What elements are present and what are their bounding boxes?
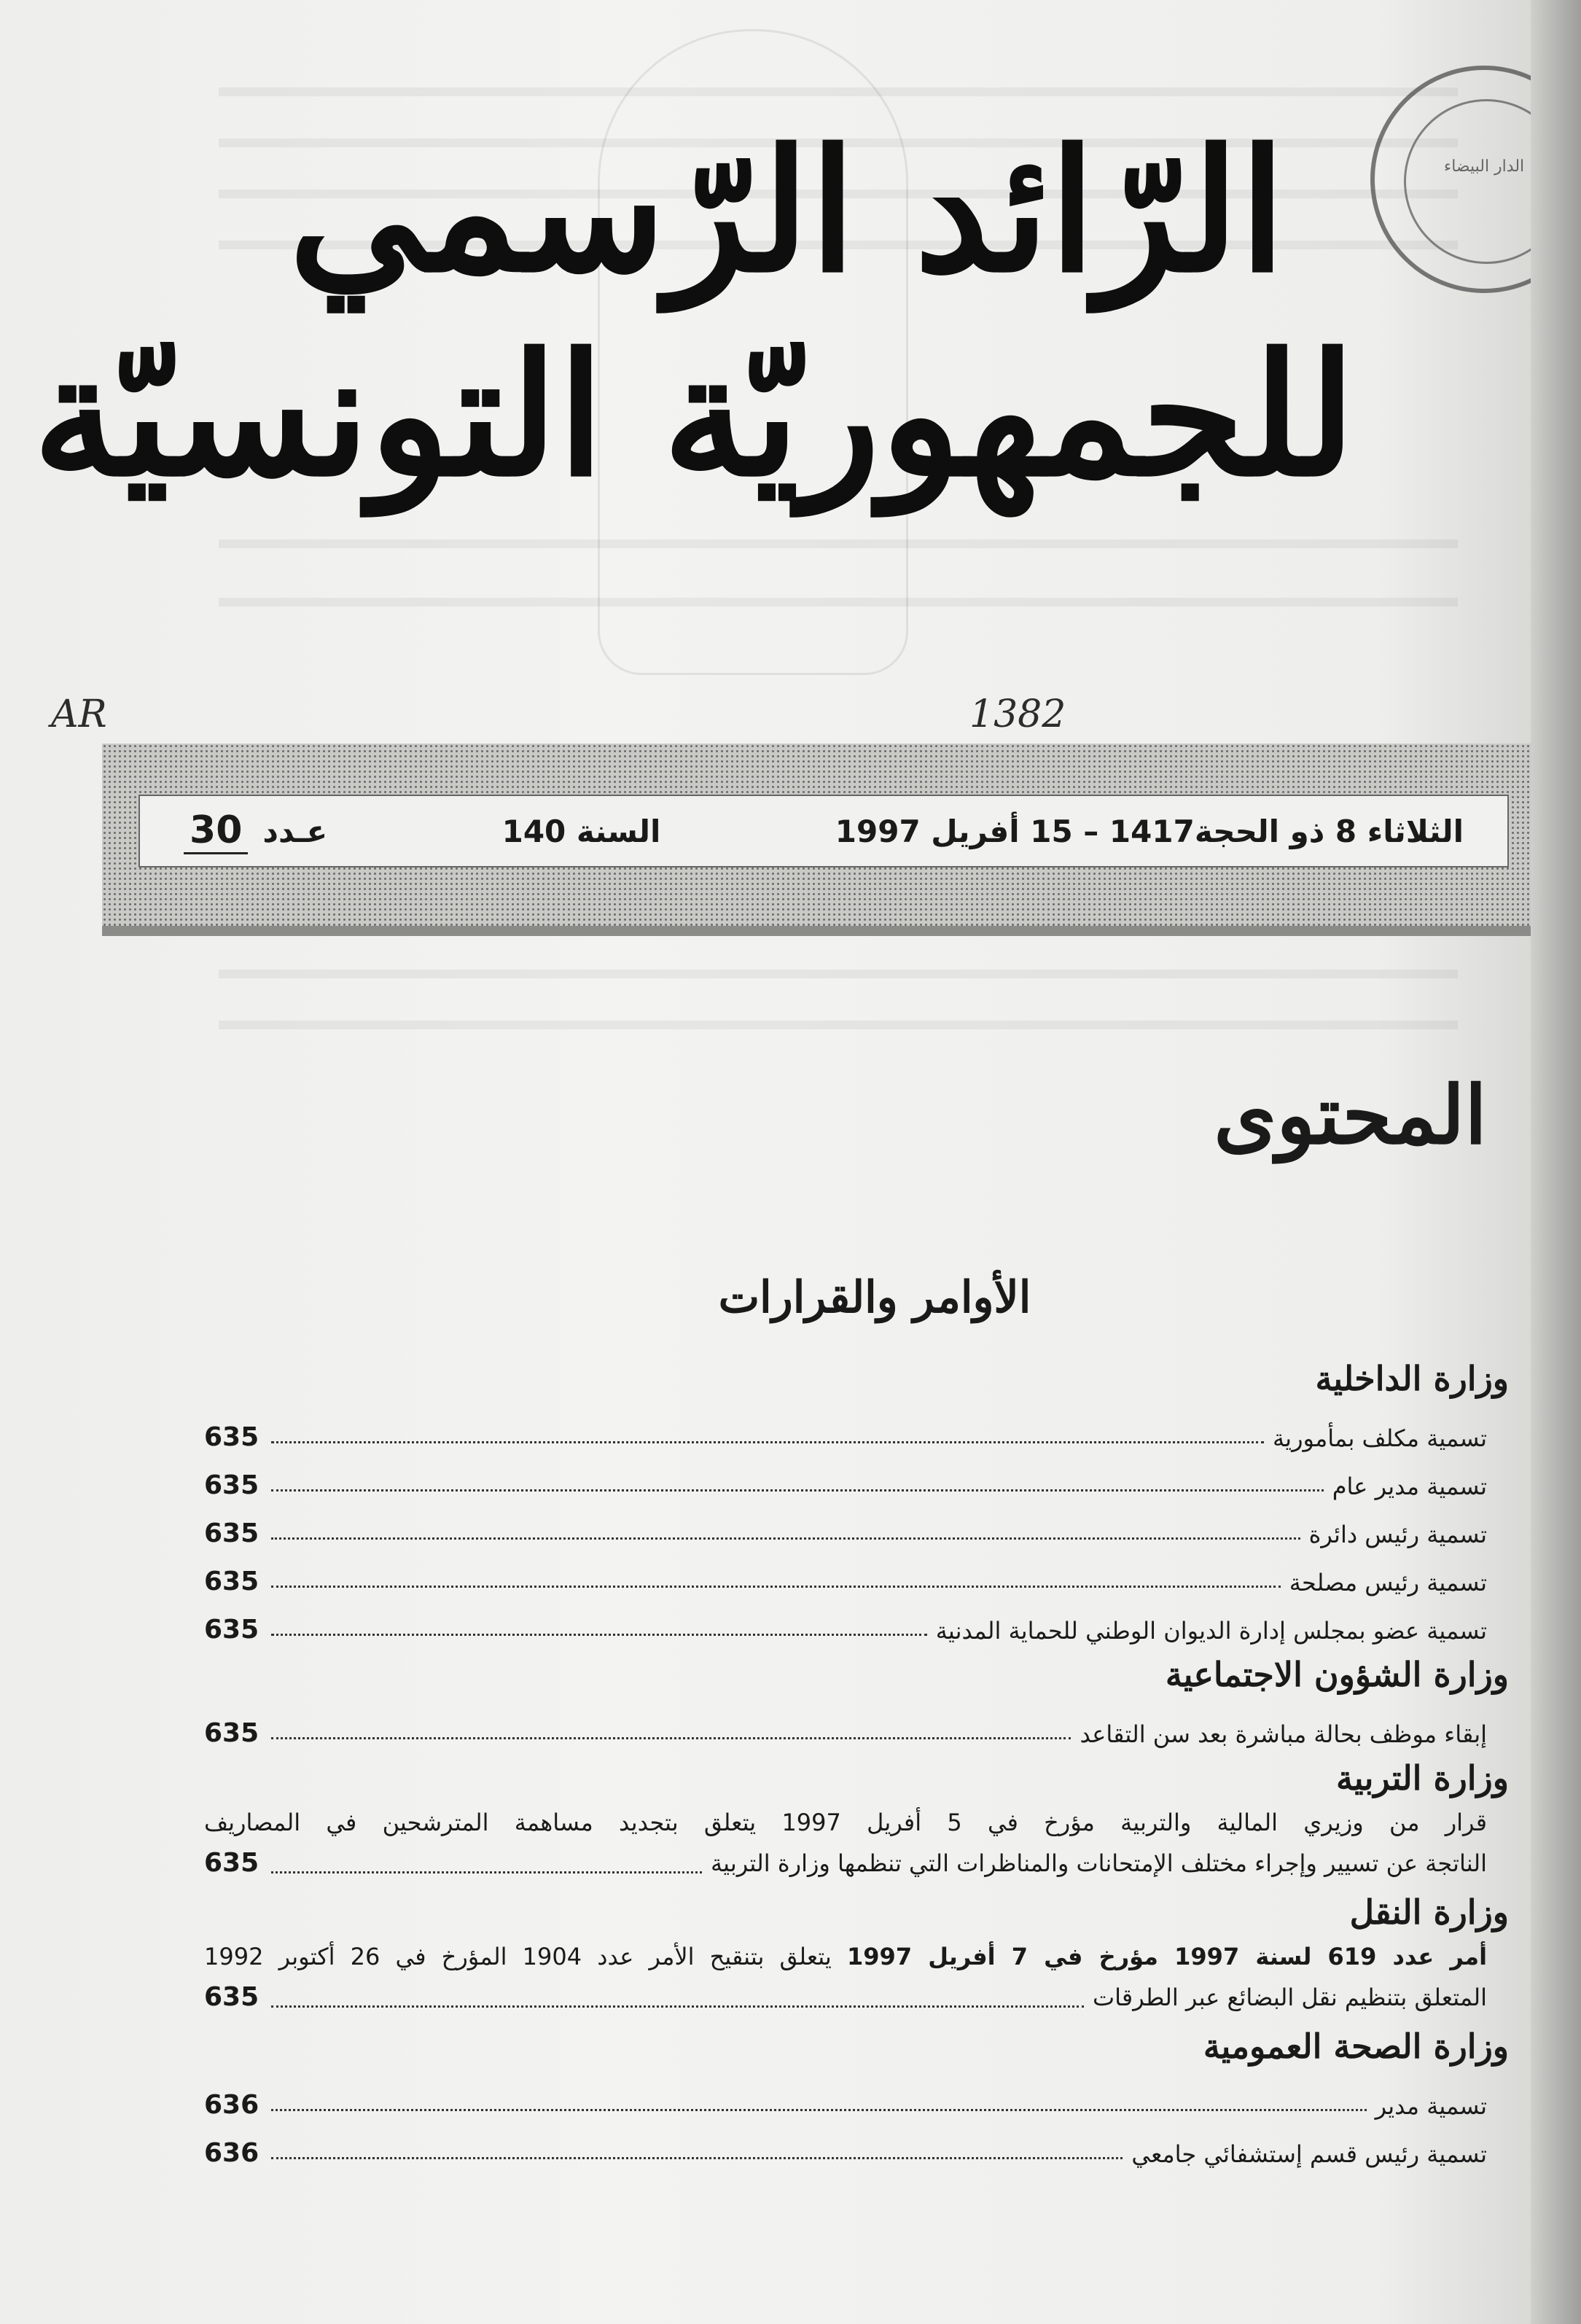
entry-text: تسمية رئيس قسم إستشفائي جامعي bbox=[1131, 2140, 1487, 2168]
entry-text-line1 bbox=[204, 1938, 1487, 1976]
ministry-heading: وزارة الشؤون الاجتماعية bbox=[1165, 1655, 1509, 1694]
toc-entry[interactable] bbox=[204, 1596, 1487, 1645]
masthead-title-line1: الرّائد الرّسمي bbox=[289, 113, 1286, 310]
toc-entry[interactable] bbox=[204, 2072, 1487, 2120]
stamp-text: الدار البيضاء bbox=[1443, 157, 1525, 176]
decree-subject: يتعلق بتنقيح الأمر عدد 1904 المؤرخ في 26 أكتوبر 1992 bbox=[204, 1943, 832, 1970]
dot-leader bbox=[271, 2156, 1123, 2159]
toc-entry[interactable] bbox=[204, 2120, 1487, 2168]
book-spine-shadow bbox=[1531, 0, 1581, 2324]
bleed-through-line bbox=[219, 1021, 1458, 1029]
decree-reference: أمر عدد 619 لسنة 1997 مؤرخ في 7 أفريل 1997 bbox=[847, 1943, 1488, 1970]
dot-leader bbox=[271, 2108, 1367, 2111]
dot-leader bbox=[271, 1489, 1324, 1492]
entry-last-line bbox=[204, 1976, 1487, 2016]
dot-leader bbox=[271, 1736, 1071, 1739]
toc-entry[interactable] bbox=[204, 1452, 1487, 1500]
entry-text: تسمية عضو بمجلس إدارة الديوان الوطني للحماية المدنية bbox=[935, 1617, 1487, 1645]
contents-heading: المحتوى bbox=[1214, 1068, 1487, 1162]
entry-text-line1: قرار من وزيري المالية والتربية مؤرخ في 5 أفريل 1997 يتعلق بتجديد مساهمة المترشحين في المصاريف bbox=[204, 1809, 1488, 1836]
ministry-heading: وزارة الصحة العمومية bbox=[1203, 2027, 1509, 2066]
section-heading: الأوامر والقرارات bbox=[718, 1272, 1031, 1323]
issue-year: السنة 140 bbox=[501, 813, 661, 849]
ministry-heading: وزارة الداخلية bbox=[1315, 1359, 1509, 1398]
entry-text-line2: المتعلق بتنظيم نقل البضائع عبر الطرقات bbox=[1093, 1984, 1487, 2011]
entry-text: تسمية مدير bbox=[1375, 2092, 1487, 2120]
dot-leader bbox=[271, 1440, 1264, 1443]
entry-text: إبقاء موظف بحالة مباشرة بعد سن التقاعد bbox=[1080, 1720, 1487, 1748]
dot-leader bbox=[271, 1585, 1281, 1588]
entry-text: تسمية مدير عام bbox=[1332, 1473, 1487, 1500]
entry-text-line2: الناتجة عن تسيير وإجراء مختلف الإمتحانات والمناظرات التي تنظمها وزارة التربية bbox=[711, 1849, 1487, 1877]
masthead-title-line2: للجمهوريّة التونسيّة bbox=[32, 317, 1356, 514]
entry-page: 635 bbox=[204, 1615, 259, 1645]
entry-page: 636 bbox=[204, 2138, 259, 2168]
toc-entry-long[interactable] bbox=[204, 1804, 1487, 1882]
ministry-heading: وزارة النقل bbox=[1349, 1892, 1509, 1932]
dot-leader bbox=[271, 1633, 927, 1636]
handwritten-mark-middle: 1382 bbox=[969, 693, 1066, 736]
issue-date: الثلاثاء 8 ذو الحجة1417 – 15 أفريل 1997 bbox=[835, 813, 1464, 849]
entry-page: 636 bbox=[204, 2090, 259, 2120]
dot-leader bbox=[271, 1537, 1300, 1540]
entry-page: 635 bbox=[204, 1982, 259, 2012]
entry-page: 635 bbox=[204, 1470, 259, 1500]
entry-page: 635 bbox=[204, 1718, 259, 1748]
entry-text: تسمية رئيس مصلحة bbox=[1289, 1569, 1487, 1596]
dot-leader bbox=[271, 2005, 1084, 2008]
issue-info-box bbox=[138, 795, 1509, 867]
entry-text: تسمية مكلف بمأمورية bbox=[1273, 1424, 1487, 1452]
toc-entry[interactable] bbox=[204, 1548, 1487, 1596]
ministry-heading: وزارة التربية bbox=[1336, 1758, 1509, 1798]
entry-text: تسمية رئيس دائرة bbox=[1308, 1521, 1487, 1548]
issue-banner bbox=[102, 744, 1548, 936]
issue-number-label: عـدد bbox=[262, 813, 328, 849]
entry-page: 635 bbox=[204, 1567, 259, 1596]
dot-leader bbox=[271, 1871, 702, 1873]
issue-number-group bbox=[184, 808, 327, 854]
table-of-contents bbox=[204, 1349, 1509, 2168]
entry-page: 635 bbox=[204, 1848, 259, 1878]
toc-entry-long[interactable] bbox=[204, 1938, 1487, 2016]
bleed-through-line bbox=[219, 970, 1458, 978]
entry-page: 635 bbox=[204, 1518, 259, 1548]
entry-page: 635 bbox=[204, 1422, 259, 1452]
toc-entry[interactable] bbox=[204, 1700, 1487, 1748]
handwritten-mark-left: AR bbox=[51, 693, 107, 736]
issue-number: 30 bbox=[184, 808, 248, 854]
entry-last-line bbox=[204, 1841, 1487, 1882]
toc-entry[interactable] bbox=[204, 1500, 1487, 1548]
toc-entry[interactable] bbox=[204, 1404, 1487, 1452]
